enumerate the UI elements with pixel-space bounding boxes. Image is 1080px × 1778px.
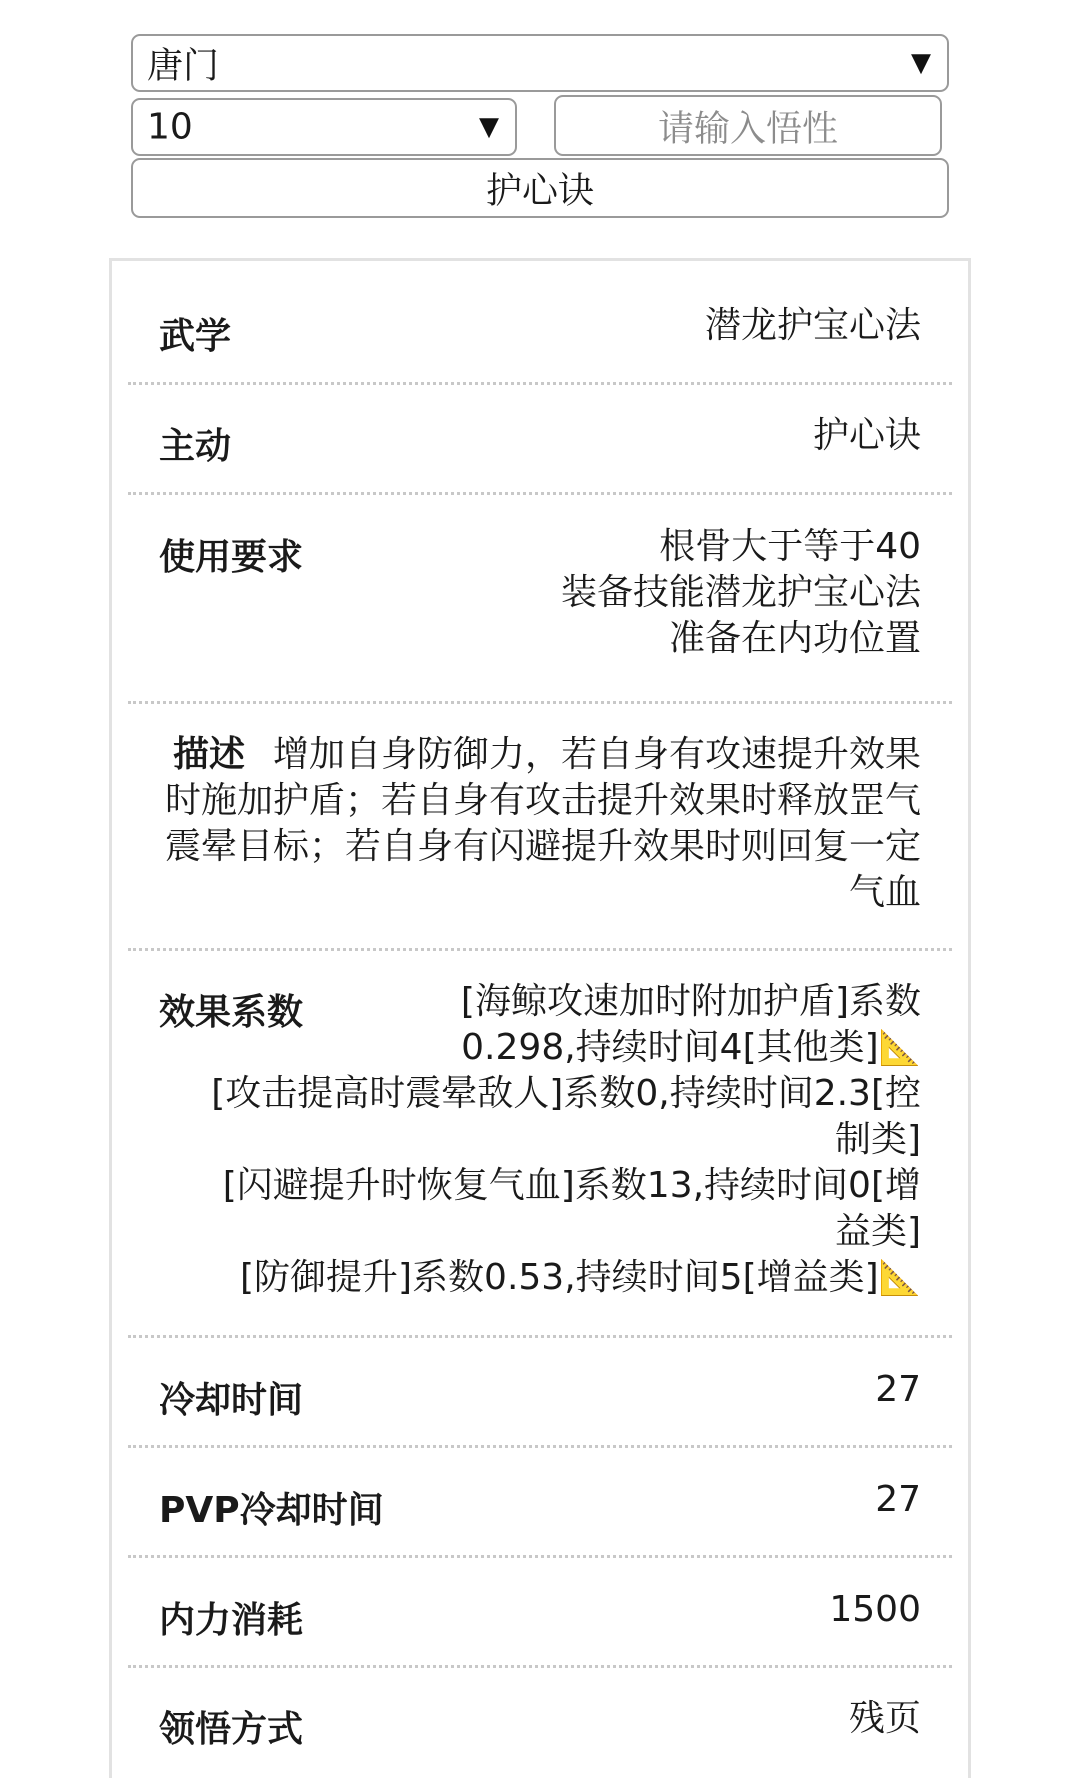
row-label: 冷却时间: [159, 1380, 304, 1421]
row-label: 主动: [159, 426, 232, 467]
requirement-line: 准备在内功位置: [668, 618, 921, 659]
coefficient-line: [闪避提升时恢复气血]系数13,持续时间0[增: [222, 1165, 921, 1206]
school-select-value: 唐门: [147, 45, 220, 87]
row-label: PVP冷却时间: [159, 1490, 384, 1531]
row-value: 27: [875, 1479, 921, 1520]
coefficient-line: [防御提升]系数0.53,持续时间5[增益类]📐: [239, 1257, 921, 1298]
row-label: 内力消耗: [159, 1600, 304, 1641]
description-text: [159, 732, 921, 916]
requirement-line: 装备技能潜龙护宝心法: [560, 572, 921, 613]
row-label: 效果系数: [159, 992, 304, 1033]
row-value: [211, 979, 921, 1301]
school-select[interactable]: [131, 34, 949, 92]
row-zhudong: [128, 385, 952, 495]
coefficient-line: 0.298,持续时间4[其他类]📐: [461, 1027, 921, 1068]
requirement-line: 根骨大于等于40: [659, 526, 921, 567]
level-select-value: 10: [147, 106, 193, 148]
row-cooldown: [128, 1338, 952, 1448]
skill-select-value: 护心诀: [485, 170, 594, 212]
row-value: 1500: [829, 1589, 921, 1630]
row-value: 27: [875, 1369, 921, 1410]
level-select[interactable]: [131, 98, 517, 156]
description-value: 增加自身防御力，若自身有攻速提升效果时施加护盾；若自身有攻击提升效果时释放罡气震晕目标；若自身有闪避提升效果时则回复一定气血: [164, 734, 921, 913]
row-label: 描述: [172, 734, 245, 775]
row-label: 武学: [159, 316, 232, 357]
row-value: 潜龙护宝心法: [704, 305, 921, 346]
coefficient-line: [海鲸攻速加时附加护盾]系数: [460, 981, 921, 1022]
coefficient-line: 益类]: [834, 1211, 921, 1252]
row-mana-cost: [128, 1558, 952, 1668]
coefficient-line: 制类]: [834, 1119, 921, 1160]
row-description: [128, 704, 952, 951]
row-pvp-cooldown: [128, 1448, 952, 1558]
triangle-ruler-icon: 📐: [878, 1028, 921, 1068]
chevron-down-icon: ▼: [911, 48, 931, 78]
wuxing-input-placeholder: 请输入悟性: [657, 108, 838, 149]
row-value: [561, 524, 921, 662]
skill-select[interactable]: [131, 158, 949, 218]
row-label: 使用要求: [159, 537, 304, 578]
row-learn-method: [128, 1668, 952, 1778]
chevron-down-icon: ▼: [479, 112, 499, 142]
coefficient-line: [攻击提高时震晕敌人]系数0,持续时间2.3[控: [211, 1073, 921, 1114]
row-value: 护心诀: [812, 415, 921, 456]
skill-info-card: [109, 258, 971, 1778]
row-label: 领悟方式: [159, 1709, 304, 1750]
triangle-ruler-icon: 📐: [878, 1258, 921, 1298]
row-value: 残页: [848, 1698, 921, 1739]
row-coefficients: [128, 951, 952, 1338]
wuxing-input[interactable]: [554, 95, 942, 156]
row-wuxue: [128, 261, 952, 385]
row-requirements: [128, 495, 952, 704]
